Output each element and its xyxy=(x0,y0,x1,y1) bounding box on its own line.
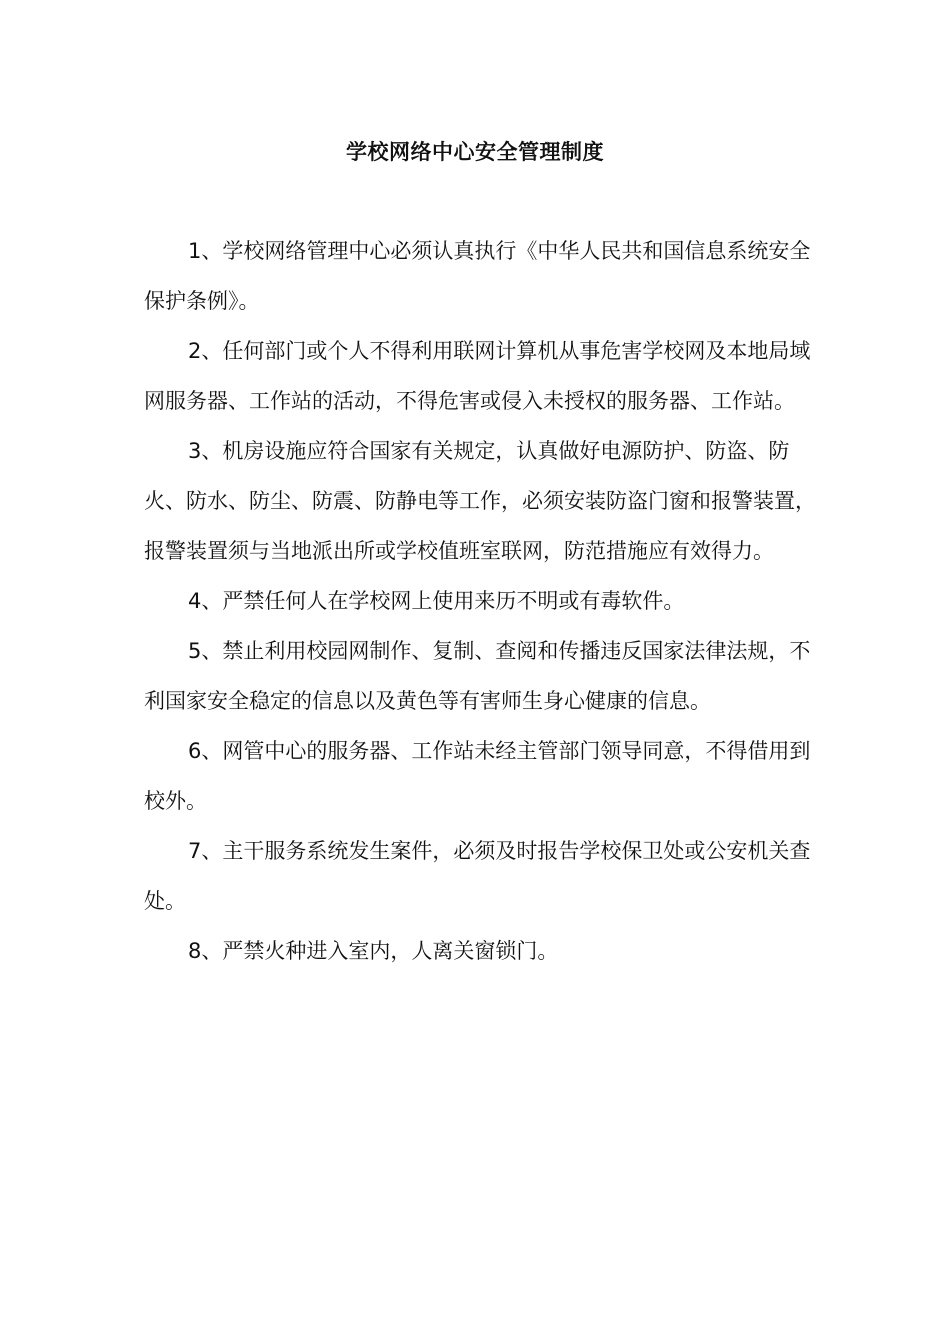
clause-list xyxy=(144,226,824,976)
clause-7: 7、主干服务系统发生案件，必须及时报告学校保卫处或公安机关查处。 xyxy=(144,839,811,913)
clause-8: 8、严禁火种进入室内，人离关窗锁门。 xyxy=(188,939,559,963)
clause-3: 3、机房设施应符合国家有关规定，认真做好电源防护、防盗、防火、防水、防尘、防震、防静电等工作，必须安装防盗门窗和报警装置，报警装置须与当地派出所或学校值班室联网，防范措施应有效得力。 xyxy=(144,439,816,563)
document-title: 学校网络中心安全管理制度 xyxy=(346,140,604,164)
clause-2: 2、任何部门或个人不得利用联网计算机从事危害学校网及本地局域网服务器、工作站的活动，不得危害或侵入未授权的服务器、工作站。 xyxy=(144,339,811,413)
clause-4: 4、严禁任何人在学校网上使用来历不明或有毒软件。 xyxy=(188,589,685,613)
clause-6: 6、网管中心的服务器、工作站未经主管部门领导同意，不得借用到校外。 xyxy=(144,739,811,813)
clause-5: 5、禁止利用校园网制作、复制、查阅和传播违反国家法律法规，不利国家安全稳定的信息以及黄色等有害师生身心健康的信息。 xyxy=(144,639,811,713)
clause-1: 1、学校网络管理中心必须认真执行《中华人民共和国信息系统安全保护条例》。 xyxy=(144,239,811,313)
